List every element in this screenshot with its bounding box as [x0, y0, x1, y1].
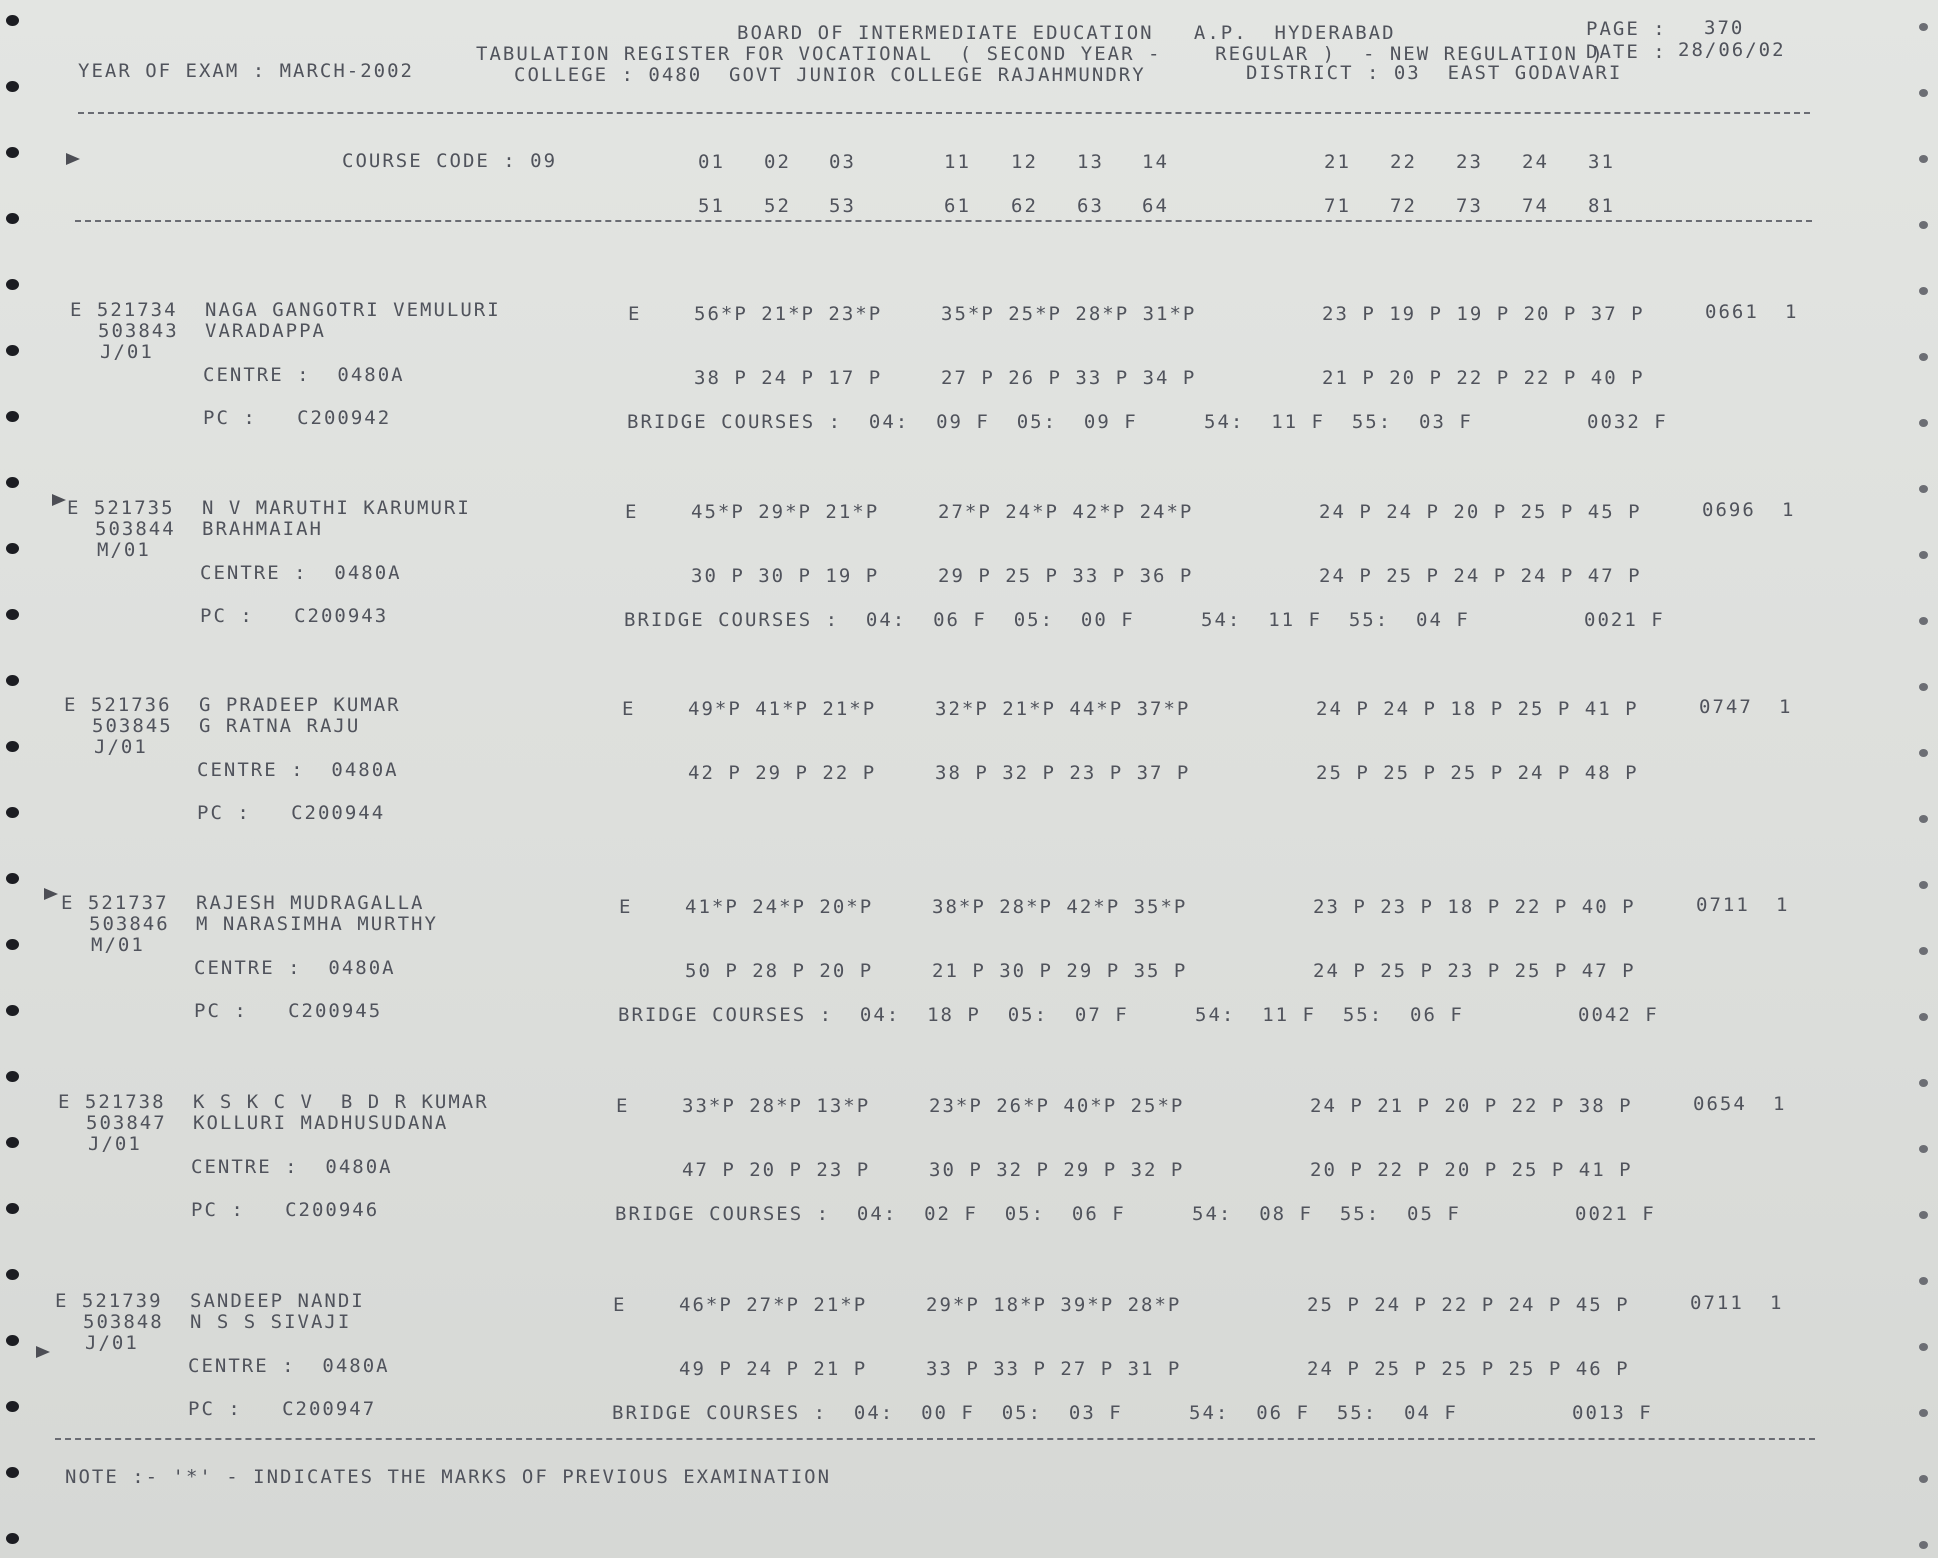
- student-n3: 24 P 25 P 23 P 25 P 47 P: [1313, 960, 1636, 982]
- register-title: TABULATION REGISTER FOR VOCATIONAL ( SECOND YEAR - REGULAR ) - NEW REGULATION ): [476, 43, 1605, 65]
- feed-hole: [1919, 89, 1928, 97]
- student-m1: 56*P 21*P 23*P: [694, 303, 883, 325]
- page-label: PAGE :: [1586, 18, 1667, 40]
- student-centre: CENTRE : 0480A: [203, 364, 405, 386]
- student-result: 1: [1785, 301, 1799, 323]
- feed-hole: [6, 1137, 19, 1148]
- student-m3: 24 P 21 P 20 P 22 P 38 P: [1310, 1095, 1633, 1117]
- student-cat: J/01: [100, 341, 154, 363]
- student-centre: CENTRE : 0480A: [191, 1156, 393, 1178]
- course-code-cell: 63: [1077, 195, 1104, 217]
- student-bridge: BRIDGE COURSES : 04: 09 F 05: 09 F: [627, 411, 1138, 433]
- student-n3: 24 P 25 P 24 P 24 P 47 P: [1319, 565, 1642, 587]
- tick-mark: [44, 888, 58, 900]
- feed-hole: [1919, 1079, 1928, 1087]
- student-name: N V MARUTHI KARUMURI: [202, 497, 471, 519]
- feed-hole: [1919, 485, 1928, 493]
- feed-hole: [6, 1467, 19, 1478]
- student-n1: 42 P 29 P 22 P: [688, 762, 877, 784]
- student-btotal: 0021 F: [1575, 1203, 1656, 1225]
- student-regno: 503847: [86, 1112, 167, 1134]
- feed-hole: [6, 1335, 19, 1346]
- feed-hole: [1919, 1277, 1928, 1285]
- student-m2: 38*P 28*P 42*P 35*P: [932, 896, 1188, 918]
- feed-hole: [1919, 881, 1928, 889]
- student-pc: PC : C200944: [197, 802, 386, 824]
- student-m2: 32*P 21*P 44*P 37*P: [935, 698, 1191, 720]
- student-total: 0661: [1705, 301, 1759, 323]
- student-n2: 21 P 30 P 29 P 35 P: [932, 960, 1188, 982]
- course-code-cell: 12: [1011, 151, 1038, 173]
- student-m2: 29*P 18*P 39*P 28*P: [926, 1294, 1182, 1316]
- student-n1: 38 P 24 P 17 P: [694, 367, 883, 389]
- student-n2: 33 P 33 P 27 P 31 P: [926, 1358, 1182, 1380]
- student-m3: 23 P 19 P 19 P 20 P 37 P: [1322, 303, 1645, 325]
- year-of-exam: YEAR OF EXAM : MARCH-2002: [78, 60, 414, 82]
- student-bridge: BRIDGE COURSES : 04: 02 F 05: 06 F: [615, 1203, 1126, 1225]
- student-father: M NARASIMHA MURTHY: [196, 913, 438, 935]
- student-htno: E 521734: [70, 299, 178, 321]
- student-regno: 503848: [83, 1311, 164, 1333]
- student-btotal: 0013 F: [1572, 1402, 1653, 1424]
- course-code-cell: 51: [698, 195, 725, 217]
- student-father: N S S SIVAJI: [190, 1311, 352, 1333]
- course-code-cell: 61: [944, 195, 971, 217]
- student-m1: 45*P 29*P 21*P: [691, 501, 880, 523]
- student-father: VARADAPPA: [205, 320, 326, 342]
- student-result: 1: [1782, 499, 1796, 521]
- feed-hole: [6, 411, 19, 422]
- feed-hole: [6, 345, 19, 356]
- course-code-cell: 81: [1588, 195, 1615, 217]
- student-name: G PRADEEP KUMAR: [199, 694, 401, 716]
- feed-hole: [6, 609, 19, 620]
- student-type: E: [622, 698, 636, 720]
- tick-mark: [36, 1346, 50, 1358]
- course-code-cell: 23: [1456, 151, 1483, 173]
- student-total: 0654: [1693, 1093, 1747, 1115]
- course-code-cell: 73: [1456, 195, 1483, 217]
- feed-hole: [1919, 947, 1928, 955]
- feed-hole: [6, 213, 19, 224]
- course-code-cell: 02: [764, 151, 791, 173]
- footer-rule: [55, 1438, 1815, 1440]
- feed-hole: [6, 675, 19, 686]
- feed-hole: [6, 1533, 19, 1544]
- course-code-cell: 13: [1077, 151, 1104, 173]
- student-centre: CENTRE : 0480A: [197, 759, 399, 781]
- course-code-cell: 52: [764, 195, 791, 217]
- student-cat: J/01: [88, 1133, 142, 1155]
- student-bridge2: 54: 06 F 55: 04 F: [1189, 1402, 1458, 1424]
- student-m3: 25 P 24 P 22 P 24 P 45 P: [1307, 1294, 1630, 1316]
- student-m2: 23*P 26*P 40*P 25*P: [929, 1095, 1185, 1117]
- feed-hole: [1919, 551, 1928, 559]
- feed-hole: [1919, 1343, 1928, 1351]
- course-code-cell: 72: [1390, 195, 1417, 217]
- student-centre: CENTRE : 0480A: [200, 562, 402, 584]
- board-title: BOARD OF INTERMEDIATE EDUCATION A.P. HYDERABAD: [737, 22, 1396, 44]
- student-bridge2: 54: 08 F 55: 05 F: [1192, 1203, 1461, 1225]
- student-n3: 21 P 20 P 22 P 22 P 40 P: [1322, 367, 1645, 389]
- feed-hole: [6, 1005, 19, 1016]
- feed-hole: [1919, 419, 1928, 427]
- student-n1: 50 P 28 P 20 P: [685, 960, 874, 982]
- student-cat: J/01: [85, 1332, 139, 1354]
- student-name: NAGA GANGOTRI VEMULURI: [205, 299, 501, 321]
- student-htno: E 521739: [55, 1290, 163, 1312]
- course-code-cell: 31: [1588, 151, 1615, 173]
- student-m1: 33*P 28*P 13*P: [682, 1095, 871, 1117]
- student-regno: 503844: [95, 518, 176, 540]
- date-value: 28/06/02: [1678, 39, 1786, 61]
- feed-hole: [1919, 287, 1928, 295]
- student-n2: 30 P 32 P 29 P 32 P: [929, 1159, 1185, 1181]
- feed-hole: [1919, 1409, 1928, 1417]
- district-line: DISTRICT : 03 EAST GODAVARI: [1246, 62, 1623, 84]
- feed-hole: [1919, 1145, 1928, 1153]
- feed-hole: [1919, 1013, 1928, 1021]
- course-code-cell: 03: [829, 151, 856, 173]
- student-centre: CENTRE : 0480A: [188, 1355, 390, 1377]
- tick-mark: [52, 494, 66, 506]
- college-line: COLLEGE : 0480 GOVT JUNIOR COLLEGE RAJAHMUNDRY: [514, 64, 1146, 86]
- student-bridge2: 54: 11 F 55: 06 F: [1195, 1004, 1464, 1026]
- feed-hole: [6, 1203, 19, 1214]
- student-total: 0747: [1699, 696, 1753, 718]
- feed-hole: [1919, 1211, 1928, 1219]
- header-rule: [78, 112, 1810, 114]
- student-pc: PC : C200946: [191, 1199, 380, 1221]
- student-bridge: BRIDGE COURSES : 04: 18 P 05: 07 F: [618, 1004, 1129, 1026]
- feed-hole: [6, 15, 19, 26]
- note: NOTE :- '*' - INDICATES THE MARKS OF PREVIOUS EXAMINATION: [65, 1466, 832, 1488]
- student-btotal: 0042 F: [1578, 1004, 1659, 1026]
- student-m2: 35*P 25*P 28*P 31*P: [941, 303, 1197, 325]
- student-name: RAJESH MUDRAGALLA: [196, 892, 425, 914]
- page-number: 370: [1704, 17, 1745, 39]
- student-n2: 27 P 26 P 33 P 34 P: [941, 367, 1197, 389]
- feed-hole: [1919, 155, 1928, 163]
- feed-hole: [1919, 1541, 1928, 1549]
- student-cat: M/01: [97, 539, 151, 561]
- student-htno: E 521736: [64, 694, 172, 716]
- student-cat: M/01: [91, 934, 145, 956]
- student-type: E: [628, 303, 642, 325]
- feed-hole: [6, 741, 19, 752]
- student-bridge: BRIDGE COURSES : 04: 00 F 05: 03 F: [612, 1402, 1123, 1424]
- student-m3: 23 P 23 P 18 P 22 P 40 P: [1313, 896, 1636, 918]
- student-total: 0711: [1696, 894, 1750, 916]
- student-m2: 27*P 24*P 42*P 24*P: [938, 501, 1194, 523]
- student-btotal: 0021 F: [1584, 609, 1665, 631]
- course-code-cell: 01: [698, 151, 725, 173]
- student-result: 1: [1770, 1292, 1784, 1314]
- feed-hole: [6, 147, 19, 158]
- course-code-cell: 62: [1011, 195, 1038, 217]
- student-n1: 47 P 20 P 23 P: [682, 1159, 871, 1181]
- student-n3: 24 P 25 P 25 P 25 P 46 P: [1307, 1358, 1630, 1380]
- student-father: BRAHMAIAH: [202, 518, 323, 540]
- feed-hole: [1919, 221, 1928, 229]
- feed-hole: [1919, 617, 1928, 625]
- course-code-cell: 22: [1390, 151, 1417, 173]
- feed-hole: [6, 1071, 19, 1082]
- student-name: SANDEEP NANDI: [190, 1290, 365, 1312]
- course-code-cell: 14: [1142, 151, 1169, 173]
- feed-hole: [1919, 815, 1928, 823]
- feed-hole: [1919, 683, 1928, 691]
- student-htno: E 521738: [58, 1091, 166, 1113]
- course-code-cell: 24: [1522, 151, 1549, 173]
- student-regno: 503845: [92, 715, 173, 737]
- course-code-cell: 53: [829, 195, 856, 217]
- student-type: E: [619, 896, 633, 918]
- student-bridge: BRIDGE COURSES : 04: 06 F 05: 00 F: [624, 609, 1135, 631]
- student-result: 1: [1779, 696, 1793, 718]
- feed-hole: [1919, 1475, 1928, 1483]
- feed-hole: [1919, 353, 1928, 361]
- student-result: 1: [1773, 1093, 1787, 1115]
- feed-hole: [6, 939, 19, 950]
- student-htno: E 521737: [61, 892, 169, 914]
- student-pc: PC : C200943: [200, 605, 389, 627]
- course-code-cell: 64: [1142, 195, 1169, 217]
- student-m1: 46*P 27*P 21*P: [679, 1294, 868, 1316]
- feed-hole: [1919, 23, 1928, 31]
- student-pc: PC : C200947: [188, 1398, 377, 1420]
- student-centre: CENTRE : 0480A: [194, 957, 396, 979]
- course-code: COURSE CODE : 09: [342, 150, 558, 172]
- student-pc: PC : C200942: [203, 407, 392, 429]
- feed-hole: [6, 1269, 19, 1280]
- course-code-cell: 21: [1324, 151, 1351, 173]
- feed-hole: [6, 81, 19, 92]
- tick-mark: [66, 153, 80, 165]
- date-label: DATE :: [1586, 41, 1667, 63]
- student-n2: 38 P 32 P 23 P 37 P: [935, 762, 1191, 784]
- student-m3: 24 P 24 P 18 P 25 P 41 P: [1316, 698, 1639, 720]
- student-bridge2: 54: 11 F 55: 04 F: [1201, 609, 1470, 631]
- feed-hole: [6, 477, 19, 488]
- student-cat: J/01: [94, 736, 148, 758]
- student-bridge2: 54: 11 F 55: 03 F: [1204, 411, 1473, 433]
- student-btotal: 0032 F: [1587, 411, 1668, 433]
- feed-hole: [6, 543, 19, 554]
- student-n1: 30 P 30 P 19 P: [691, 565, 880, 587]
- student-total: 0696: [1702, 499, 1756, 521]
- student-n1: 49 P 24 P 21 P: [679, 1358, 868, 1380]
- student-n3: 25 P 25 P 25 P 24 P 48 P: [1316, 762, 1639, 784]
- student-m3: 24 P 24 P 20 P 25 P 45 P: [1319, 501, 1642, 523]
- student-father: KOLLURI MADHUSUDANA: [193, 1112, 449, 1134]
- feed-hole: [6, 807, 19, 818]
- course-code-cell: 71: [1324, 195, 1351, 217]
- student-type: E: [625, 501, 639, 523]
- feed-hole: [6, 873, 19, 884]
- feed-hole: [1919, 749, 1928, 757]
- student-type: E: [613, 1294, 627, 1316]
- column-header-rule: [75, 220, 1812, 222]
- feed-hole: [6, 279, 19, 290]
- student-htno: E 521735: [67, 497, 175, 519]
- student-regno: 503846: [89, 913, 170, 935]
- course-code-cell: 74: [1522, 195, 1549, 217]
- student-type: E: [616, 1095, 630, 1117]
- student-n3: 20 P 22 P 20 P 25 P 41 P: [1310, 1159, 1633, 1181]
- student-father: G RATNA RAJU: [199, 715, 361, 737]
- student-m1: 49*P 41*P 21*P: [688, 698, 877, 720]
- student-m1: 41*P 24*P 20*P: [685, 896, 874, 918]
- student-total: 0711: [1690, 1292, 1744, 1314]
- student-regno: 503843: [98, 320, 179, 342]
- student-result: 1: [1776, 894, 1790, 916]
- student-name: K S K C V B D R KUMAR: [193, 1091, 489, 1113]
- feed-hole: [6, 1401, 19, 1412]
- student-pc: PC : C200945: [194, 1000, 383, 1022]
- student-n2: 29 P 25 P 33 P 36 P: [938, 565, 1194, 587]
- course-code-cell: 11: [944, 151, 971, 173]
